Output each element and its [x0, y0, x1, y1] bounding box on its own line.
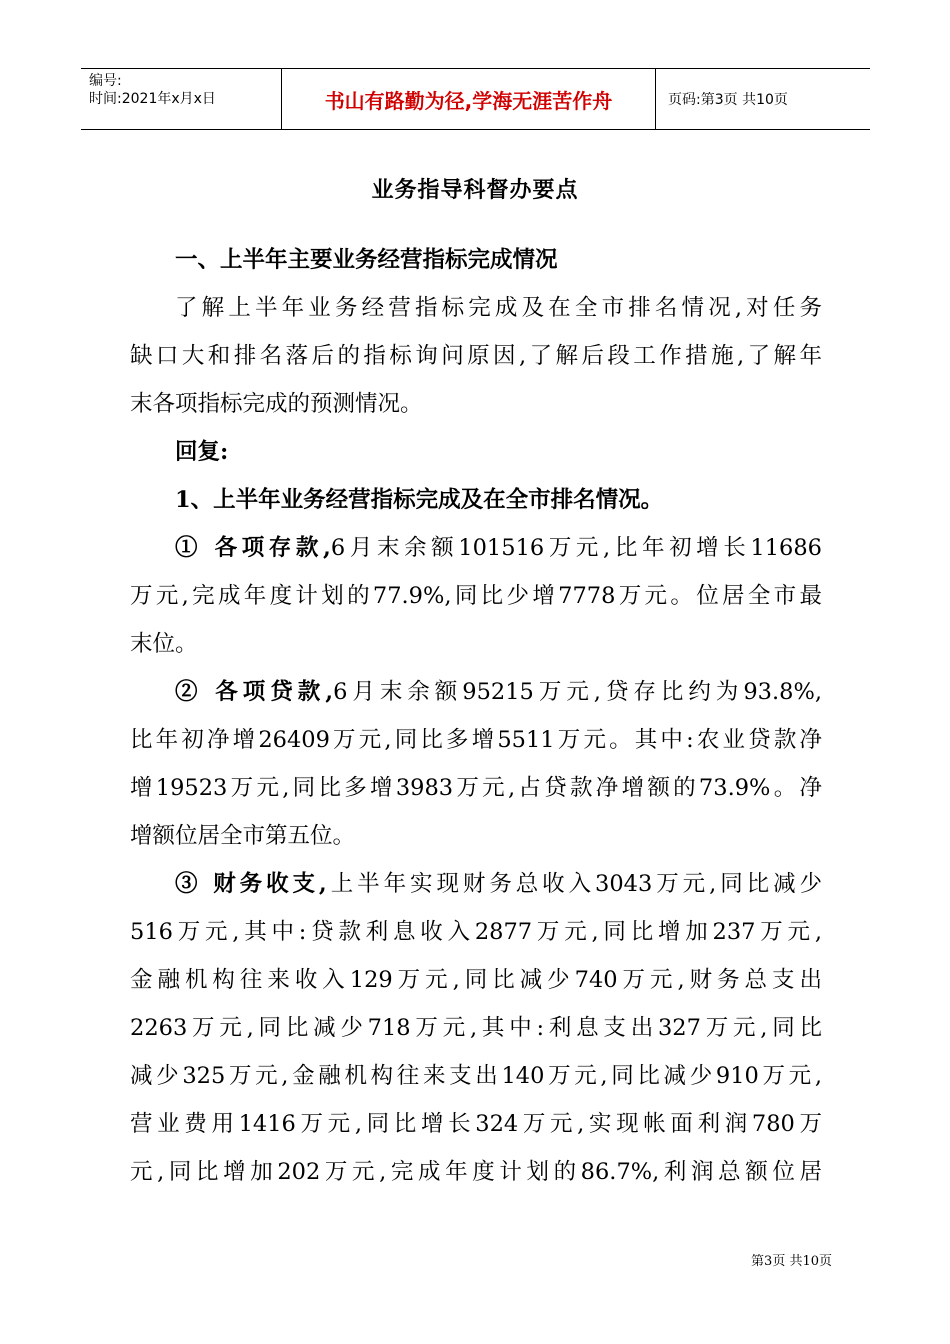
text-line: [130, 524, 822, 572]
text-line: [130, 716, 822, 764]
header-page-info: 页码:第3页 共10页: [668, 92, 788, 108]
text-line: [130, 1052, 822, 1100]
line-text: 回复:: [175, 439, 229, 465]
text-line: [130, 1100, 822, 1148]
section-heading: ② 各项贷款,: [175, 679, 334, 705]
line-text: 6月末余额95215万元,贷存比约为93.8%,: [333, 679, 822, 705]
page-footer: 第3页 共10页: [751, 1254, 832, 1269]
text-line: [130, 332, 822, 380]
document-title: 业务指导科督办要点: [371, 177, 579, 203]
text-line: [130, 860, 822, 908]
text-line: [130, 956, 822, 1004]
text-line: [130, 764, 822, 812]
text-line: [130, 476, 822, 524]
header-motto: 书山有路勤为径,学海无涯苦作舟: [281, 69, 656, 129]
line-text: 减少325万元,金融机构往来支出140万元,同比减少910万元,: [130, 1063, 822, 1089]
line-text: 末各项指标完成的预测情况。: [130, 391, 423, 417]
header-meta: [81, 69, 281, 129]
line-text: 万元,完成年度计划的77.9%,同比少增7778万元。位居全市最: [130, 583, 822, 609]
text-line: [130, 428, 822, 476]
header-table: [81, 68, 870, 130]
line-text: 2263万元,同比减少718万元,其中:利息支出327万元,同比: [130, 1015, 822, 1041]
line-text: 比年初净增26409万元,同比多增5511万元。其中:农业贷款净: [130, 727, 822, 753]
document-body: [130, 236, 822, 1196]
line-text: 末位。: [130, 631, 198, 657]
line-text: 516万元,其中:贷款利息收入2877万元,同比增加237万元,: [130, 919, 822, 945]
line-text: 6月末余额101516万元,比年初增长11686: [330, 535, 822, 561]
line-text: 金融机构往来收入129万元,同比减少740万元,财务总支出: [130, 967, 822, 993]
time-label: 时间:2021年x月x日: [89, 91, 216, 107]
text-line: [130, 908, 822, 956]
line-text: 一、上半年主要业务经营指标完成情况: [175, 247, 558, 273]
line-text: 增额位居全市第五位。: [130, 823, 356, 849]
text-line: [130, 620, 822, 668]
section-heading: ① 各项存款,: [175, 535, 331, 561]
line-text: 元,同比增加202万元,完成年度计划的86.7%,利润总额位居: [130, 1159, 822, 1185]
line-text: 增19523万元,同比多增3983万元,占贷款净增额的73.9%。净: [130, 775, 822, 801]
text-line: [130, 1148, 822, 1196]
line-text: 了解上半年业务经营指标完成及在全市排名情况,对任务: [175, 295, 822, 321]
line-text: 1、上半年业务经营指标完成及在全市排名情况。: [175, 487, 664, 513]
text-line: [130, 572, 822, 620]
text-line: [130, 812, 822, 860]
text-line: [130, 284, 822, 332]
line-text: 营业费用1416万元,同比增长324万元,实现帐面利润780万: [130, 1111, 822, 1137]
section-heading: ③ 财务收支,: [175, 871, 327, 897]
text-line: [130, 380, 822, 428]
code-label: 编号:: [89, 73, 122, 89]
text-line: [130, 1004, 822, 1052]
text-line: [130, 236, 822, 284]
line-text: 缺口大和排名落后的指标询问原因,了解后段工作措施,了解年: [130, 343, 822, 369]
line-text: 上半年实现财务总收入3043万元,同比减少: [326, 871, 822, 897]
text-line: [130, 668, 822, 716]
